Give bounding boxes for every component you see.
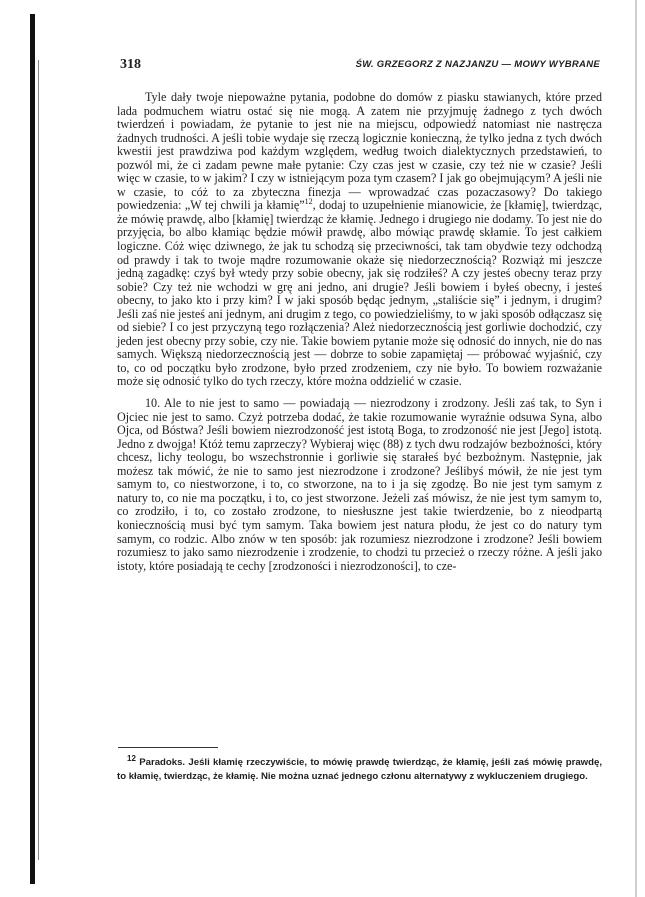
paragraph-2: 10. Ale to nie jest to samo — powiadają — niezrodzony i zrodzony. Jeśli zaś tak, to Syn i Ojciec nie jest to samo. Czyż potrzeba dodać, że takie rozumowanie wyraźnie odsuwa Syna, albo Ojca, od Bóstwa? Jeśli bowiem niezrodzoność jest istotą Boga, to zrodzoność nie jest [Jego] istotą. Jedno z dwojga! Któż temu zaprzeczy? Wybieraj więc (88) z tych dwu rodzajów bezbożności, który chcesz, lichy teologu, bo wszechstronnie i gorliwie się starałeś być bezbożnym. Następnie, jak możesz tak mówić, że nie to samo jest niezrodzone i zrodzone? Jeślibyś mówił, że nie jest tym samym to, co niestworzone, i to, co stworzone, na to i ja się zgodzę. Bo nie jest tym samym z natury to, co nie ma początku, i to, co jest stworzone. Jeżeli zaś mówisz, że nie jest tym samym to, co zrodziło, i to, co zostało zrodzone, to niesłuszne jest takie twierdzenie, bo z nieodpartą koniecznością musi być tym samym. Taka bowiem jest natura płodu, że jest co do natury tym samym, co rodzic. Albo znów w ten sposób: jak rozumiesz niezrodzone i zrodzone? Jeśli bowiem rozumiesz to jako samo niezrodzenie i zrodzenie, to chodzi tu przecież o rzeczy różne. A jeśli jako istoty, które posiadają te cechy [zrodzoności i niezrodzoności], to cze- (117, 396, 602, 573)
scan-binding-shadow (30, 14, 35, 884)
footnote-text: Paradoks. Jeśli kłamię rzeczywiście, to mówię prawdę twierdząc, że kłamię, jeśli zaś mówię prawdę, to kłamię, twierdząc, że kłamię. Nie można uznać jednego członu alternatywy z wykluczeniem drugiego. (117, 757, 602, 782)
body-text (117, 91, 602, 573)
page-number: 318 (120, 57, 141, 72)
footnote-reference: 12 (304, 197, 313, 207)
paragraph-1-part-a: Tyle dały twoje niepoważne pytania, podobne do domów z piasku stawianych, które przed lada podmuchem wiatru ostać się nie mogą. A zatem nie przyjmuję żadnego z tych dwóch twierdzeń i powiadam, że pytanie to jest nie na miejscu, odpowiedź natomiast nie nastręcza żadnych trudności. A jeśli tobie wydaje się rzeczą logicznie konieczną, że tylko jedna z tych dwóch kwestii jest prawdziwa pod każdym względem, według twoich dialektycznych przedstawień, to pozwól mi, że ci zadam pewne małe pytanie: Czy czas jest w czasie, czy też nie w czasie? Jeśli więc w czasie, to w jakim? I czy w istniejącym poza tym czasem? I jak go obejmującym? A jeśli nie w czasie, to cóż to za zbyteczna finezja — wprowadzać czas pozaczasowy? Do takiego powiedzenia: „W tej chwili ja kłamię” (117, 90, 602, 213)
paragraph-1-part-b: , dodaj to uzupełnienie mianowicie, że [kłamię], twierdząc, że mówię prawdę, albo [kłamię] twierdząc że kłamię. Jednego i drugiego nie dodamy. To jest nie do przyjęcia, bo albo kłamiąc będzie mówił prawdę, albo mówiąc prawdę skłamie. To jest całkiem logiczne. Cóż więc dziwnego, że jak tu schodzą się przeciwności, tak tam obydwie tezy odchodzą od prawdy i tak to twoje mądre rozumowanie okaże się niedorzecznością? Rozwiąż mi jeszcze jedną zagadkę: czyś był wtedy przy sobie obecny, jak się rodziłeś? A czy jesteś obecny teraz przy sobie? Czy też nie wchodzi w grę ani jedno, ani drugie? Jeśli bowiem i byłeś obecny, i jesteś obecny, to jako kto i przy kim? I w jaki sposób będąc jednym, „staliście się” i jednym, i drugim? Jeśli zaś nie jesteś ani jednym, ani drugim z tego, co powiedzieliśmy, to w jaki sposób odłączasz się od siebie? I co jest przyczyną tego rozłączenia? Ależ niedorzecznością jest gorliwie dochodzić, czy jeden jest obecny przy sobie, czy nie. Takie bowiem pytanie może się odnosić do innych, nie do nas samych. Większą niedorzecznością jest — dobrze to sobie zapamiętaj — próbować wyjaśnić, czy to, co od początku było zrodzone, było przed zrodzeniem, czy nie było. To bowiem rozważanie może się odnosić tylko do tych rzeczy, które można oddzielić w czasie. (117, 198, 602, 389)
scan-page-edge (635, 0, 637, 897)
footnote-separator (118, 747, 218, 748)
page-header (120, 57, 600, 75)
running-head: ŚW. GRZEGORZ Z NAZJANZU — MOWY WYBRANE (355, 59, 600, 70)
footnote-marker: 12 (127, 753, 136, 763)
paragraph-1 (117, 91, 602, 389)
scan-binding-line (38, 60, 39, 860)
footnote (117, 753, 602, 783)
